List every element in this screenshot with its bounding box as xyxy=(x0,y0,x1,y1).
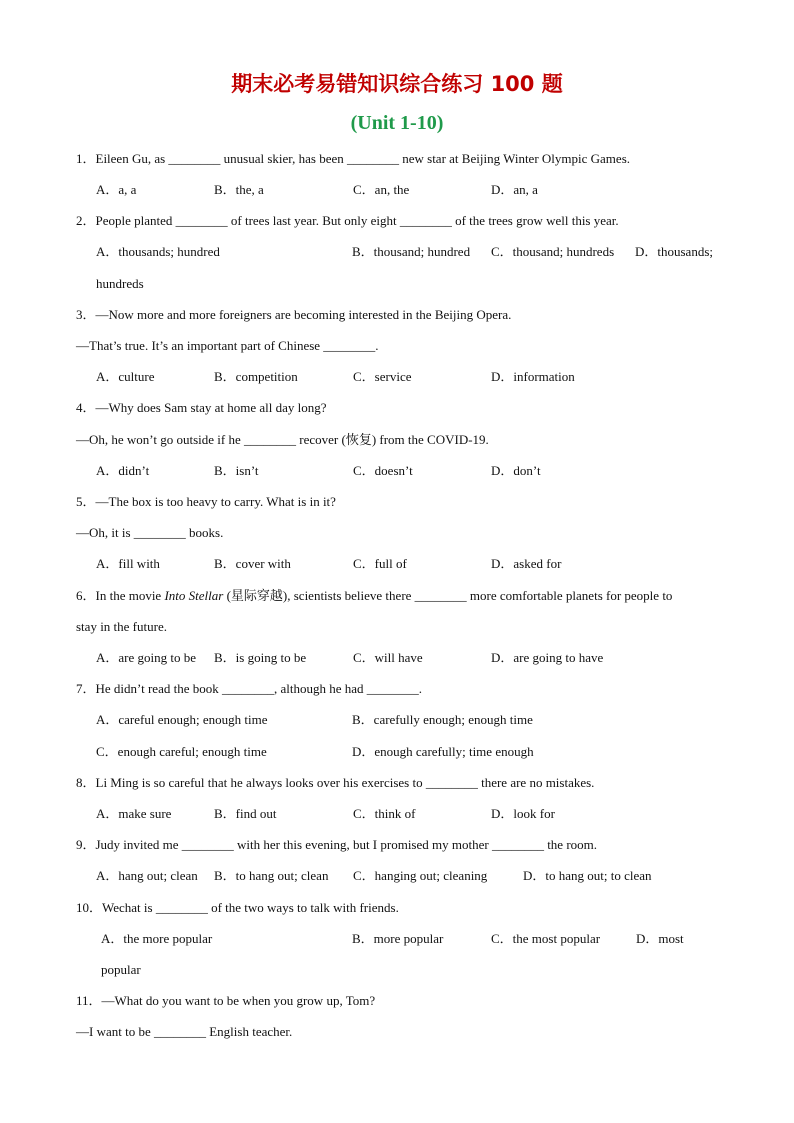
q5-option-b: B．cover with xyxy=(214,556,291,571)
q9-option-b: B．to hang out; clean xyxy=(214,868,329,883)
question-11-reply: —I want to be ________ English teacher. xyxy=(76,1024,293,1039)
q10-option-c: C．the most popular xyxy=(491,931,601,946)
q3-option-c: C．service xyxy=(353,369,412,384)
q1-option-b: B．the, a xyxy=(214,182,264,197)
q1-option-c: C．an, the xyxy=(353,182,410,197)
question-9: 9．Judy invited me ________ with her this evening, but I promised my mother ________ the room. xyxy=(76,837,598,852)
question-10: 10．Wechat is ________ of the two ways to talk with friends. xyxy=(76,900,399,915)
q8-option-b: B．find out xyxy=(214,806,277,821)
q8-option-c: C．think of xyxy=(353,806,416,821)
page-title: 期末必考易错知识综合练习 100 题 xyxy=(231,72,563,96)
question-6-pre: 6．In the movie xyxy=(76,588,165,603)
question-4: 4．—Why does Sam stay at home all day long? xyxy=(76,400,327,415)
q6-option-b: B．is going to be xyxy=(214,650,307,665)
q4-option-b: B．isn’t xyxy=(214,463,259,478)
q4-option-a: A．didn’t xyxy=(96,463,150,478)
q9-option-d: D．to hang out; to clean xyxy=(523,868,652,883)
question-1: 1．Eileen Gu, as ________ unusual skier, has been ________ new star at Beijing Winter Olympic Games. xyxy=(76,151,630,166)
q10-option-a: A．the more popular xyxy=(101,931,213,946)
q10-option-d-cont: popular xyxy=(101,962,141,977)
question-3-reply: —That’s true. It’s an important part of Chinese ________. xyxy=(76,338,379,353)
question-8: 8．Li Ming is so careful that he always looks over his exercises to ________ there are no mistakes. xyxy=(76,775,595,790)
q6-option-c: C．will have xyxy=(353,650,423,665)
question-3: 3．—Now more and more foreigners are becoming interested in the Beijing Opera. xyxy=(76,307,512,322)
q6-option-a: A．are going to be xyxy=(96,650,197,665)
q2-option-b: B．thousand; hundred xyxy=(352,244,471,259)
q4-option-c: C．doesn’t xyxy=(353,463,413,478)
question-5-reply: —Oh, it is ________ books. xyxy=(76,525,224,540)
question-2: 2．People planted ________ of trees last year. But only eight ________ of the trees grow well this year. xyxy=(76,213,619,228)
q7-option-a: A．careful enough; enough time xyxy=(96,712,268,727)
q7-option-d: D．enough carefully; time enough xyxy=(352,744,534,759)
movie-title: Into Stellar xyxy=(164,588,224,603)
q1-option-d: D．an, a xyxy=(491,182,538,197)
q5-option-d: D．asked for xyxy=(491,556,562,571)
q5-option-a: A．fill with xyxy=(96,556,160,571)
q8-option-a: A．make sure xyxy=(96,806,172,821)
q3-option-a: A．culture xyxy=(96,369,155,384)
q10-option-b: B．more popular xyxy=(352,931,444,946)
q2-option-c: C．thousand; hundreds xyxy=(491,244,615,259)
question-5: 5．—The box is too heavy to carry. What is in it? xyxy=(76,494,336,509)
q2-option-d: D．thousands; xyxy=(635,244,714,259)
question-11: 11．—What do you want to be when you grow up, Tom? xyxy=(76,993,376,1008)
q7-option-b: B．carefully enough; enough time xyxy=(352,712,533,727)
q4-option-d: D．don’t xyxy=(491,463,541,478)
q9-option-c: C．hanging out; cleaning xyxy=(353,868,488,883)
q5-option-c: C．full of xyxy=(353,556,407,571)
question-7: 7．He didn’t read the book ________, although he had ________. xyxy=(76,681,423,696)
q2-option-d-cont: hundreds xyxy=(96,276,144,291)
question-6-cont: stay in the future. xyxy=(76,619,167,634)
q3-option-b: B．competition xyxy=(214,369,298,384)
q2-option-a: A．thousands; hundred xyxy=(96,244,220,259)
question-4-reply: —Oh, he won’t go outside if he ________ recover (恢复) from the COVID-19. xyxy=(76,432,489,447)
q7-option-c: C．enough careful; enough time xyxy=(96,744,267,759)
question-6-post: (星际穿越), scientists believe there ________ more comfortable planets for people to xyxy=(223,588,673,603)
page-subtitle: (Unit 1-10) xyxy=(350,112,444,134)
q8-option-d: D．look for xyxy=(491,806,555,821)
q6-option-d: D．are going to have xyxy=(491,650,604,665)
q1-option-a: A．a, a xyxy=(96,182,137,197)
q3-option-d: D．information xyxy=(491,369,575,384)
q10-option-d: D．most xyxy=(636,931,684,946)
question-6 xyxy=(76,587,672,605)
q9-option-a: A．hang out; clean xyxy=(96,868,198,883)
